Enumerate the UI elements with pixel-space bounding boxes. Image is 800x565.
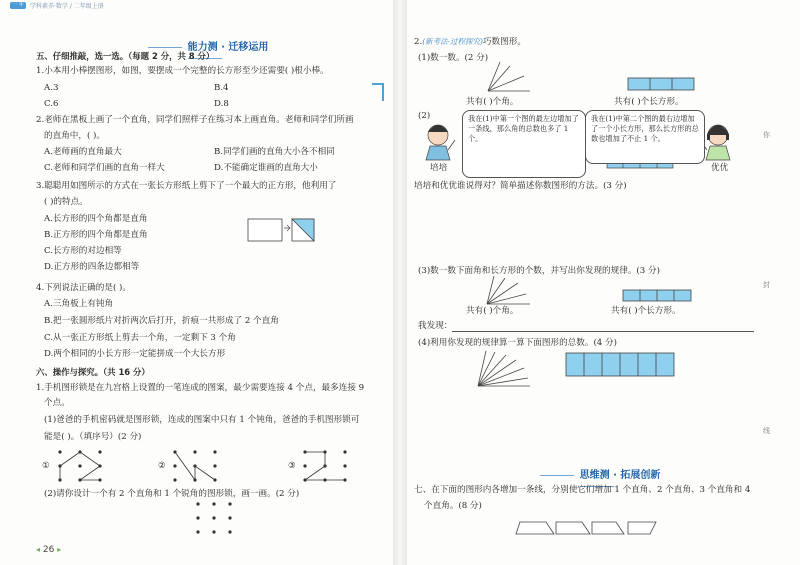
q1-option-c[interactable]: C.6 [44,99,59,109]
kid-left-name: 培培 [430,163,448,173]
p3-angle-answer[interactable]: 共有( )个角。 [466,306,519,316]
q3-option-b[interactable]: B.正方形的四个角都是直角 [44,230,148,240]
r-q2-title: 2.(新考法·过程探究)巧数图形。 [414,37,526,47]
q1-option-d[interactable]: D.8 [214,99,229,109]
q3-option-a[interactable]: A.长方形的四个角都是直角 [44,214,148,224]
p3-finding-label: 我发现： [418,321,453,331]
q3-stem-2: ( )的特点。 [44,197,88,207]
header-subtitle: 学科素养·数学 / 二年级上册 [30,3,104,10]
marker-2: ② [158,461,166,471]
q2-option-a[interactable]: A.老师画的直角最大 [44,147,122,157]
s6-q1-stem-1: 1.手机图形锁是在九宫格上设置的一笔连成的图案，最少需要连接 4 个点，最多连接 9 [36,383,365,393]
p1-rect-answer[interactable]: 共有( )个长方形。 [614,97,684,107]
r-p1: (1)数一数。(2 分) [418,53,489,63]
thinking-banner: 思维测 · 拓展创新 [512,466,682,492]
marker-3: ③ [288,461,296,471]
r-p4: (4)利用你发现的规律算一算下面图形的总数。(4 分) [418,338,617,348]
q3-stem-1: 3.聪聪用如图所示的方式在一张长方形纸上剪下了一个最大的正方形，他利用了 [36,181,337,191]
s6-q1-1b: 能是( )。（填序号）(2 分) [44,432,142,442]
q2-option-b[interactable]: B.同学们画的直角大小各不相同 [214,147,335,157]
page-number-area: ◂ 26 ▸ [36,545,62,555]
q3-option-d[interactable]: D.正方形的四条边都相等 [44,262,140,272]
q1-stem: 1.小本用小棒摆图形，如图，要摆成一个完整的长方形至少还需要( )根小棒。 [36,66,329,76]
bubble-right: 我在(1)中第二个图的最右边增加了一个小长方形，那么长方形的总数也增加了不止 1 个。 [585,110,705,164]
ability-banner: 能力测 · 迁移运用 [120,38,290,64]
section5-title: 五、仔细推敲，选一选。（每题 2 分，共 8 分） [36,51,215,61]
p2-question: 培培和优优谁说得对？简单描述你数图形的方法。(3 分) [414,181,627,191]
section6-title: 六、操作与探究。（共 16 分） [36,367,150,377]
q1-option-b[interactable]: B.4 [214,83,229,93]
q4-stem: 4.下列说法正确的是( )。 [36,283,131,293]
r-p3: (3)数一数下面角和长方形的个数，并写出你发现的规律。(3 分) [418,266,660,276]
q1-option-a[interactable]: A.3 [44,83,59,93]
bubble-left: 我在(1)中第一个图的最左边增加了一条线，那么角的总数也多了 1 个。 [462,110,586,178]
q4-option-a[interactable]: A.三角板上有钝角 [44,299,114,309]
p2-label: (2) [418,111,431,121]
s6-q1-1a: (1)爸爸的手机密码就是图形锁，连成的图案中只有 1 个钝角，爸爸的手机图形锁可 [44,415,360,425]
q4-option-c[interactable]: C.从一张正方形纸上剪去一个角，一定剩下 3 个角 [44,333,236,343]
grade-tag: 一 年 [10,2,26,9]
kid-right-name: 优优 [711,163,729,173]
section7-stem-2: 个直角。(8 分) [424,501,482,511]
margin-char-1: 你 [763,131,770,139]
q4-option-b[interactable]: B.把一张圆形纸片对折两次后打开，折痕一共形成了 2 个直角 [44,316,279,326]
q2-stem-1: 2.老师在黑板上画了一个直角，同学们照样子在练习本上画直角。老师和同学们所画 [36,115,354,125]
p3-rect-answer[interactable]: 共有( )个长方形。 [611,306,681,316]
marker-1: ① [42,461,50,471]
margin-char-2: 封 [763,281,770,289]
s6-q1-2: (2)请你设计一个有 2 个直角和 1 个锐角的图形锁，画一画。(2 分) [44,489,300,499]
section7-stem-1: 七、在下面的图形内各增加一条线，分别使它们增加 1 个直角、2 个直角、3 个直角和 4 [414,485,751,495]
q2-option-c[interactable]: C.老师和同学们画的直角一样大 [44,163,165,173]
q3-option-c[interactable]: C.长方形的对边相等 [44,246,122,256]
q2-option-d[interactable]: D.不能确定谁画的直角大小 [214,163,318,173]
q2-stem-2: 的直角中，( )。 [44,131,105,141]
p1-angle-answer[interactable]: 共有( )个角。 [466,97,519,107]
margin-char-3: 线 [763,427,770,435]
s6-q1-stem-2: 个点。 [44,398,70,408]
q4-option-d[interactable]: D.两个相同的小长方形一定能拼成一个大长方形 [44,349,226,359]
